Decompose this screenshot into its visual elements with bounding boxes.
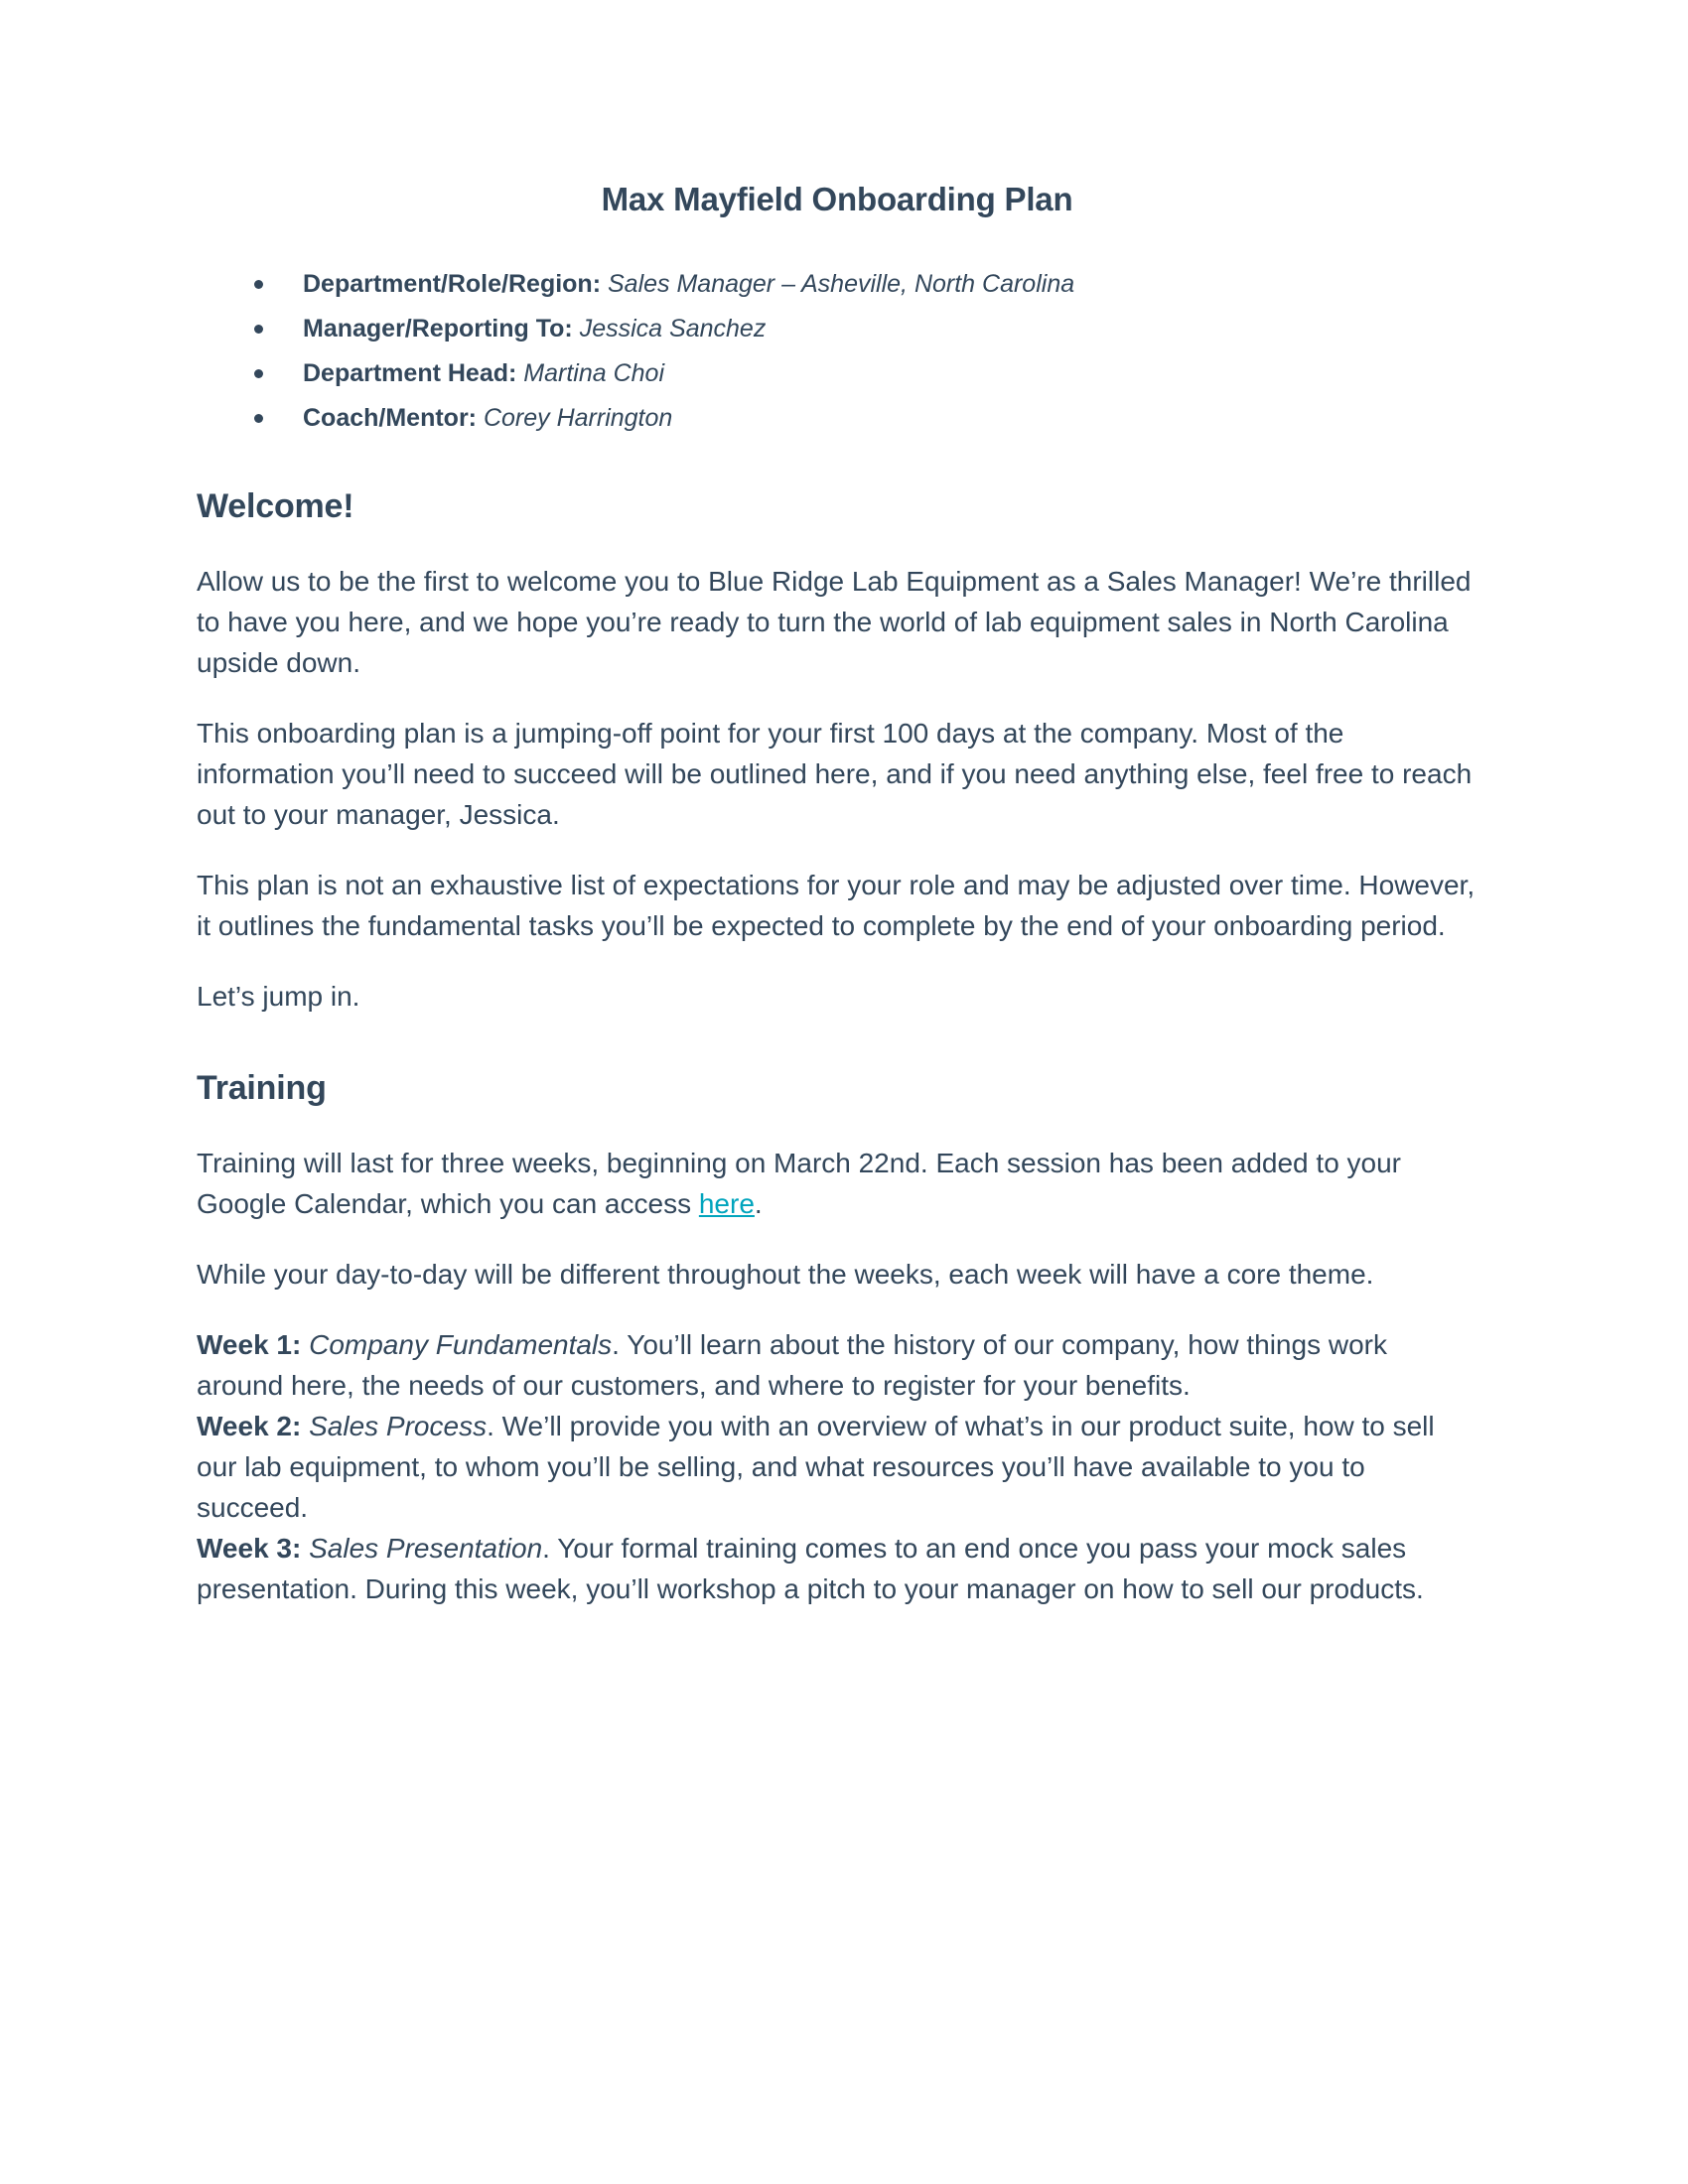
week-label: Week 3: — [197, 1532, 302, 1564]
week-description: . You’ll learn about the history of our company, how things work around here, the needs of our customers, and where to register for your benefits. — [197, 1328, 1387, 1401]
document-body — [197, 179, 1477, 1609]
training-week-2 — [197, 1406, 1477, 1528]
training-paragraph-2: While your day-to-day will be different throughout the weeks, each week will have a core theme. — [197, 1258, 1374, 1290]
meta-value: Sales Manager – Asheville, North Carolina — [607, 270, 1075, 299]
meta-label: Manager/Reporting To: — [303, 315, 573, 343]
meta-value: Jessica Sanchez — [579, 315, 767, 343]
training-week-list — [197, 1324, 1477, 1609]
meta-label: Coach/Mentor: — [303, 404, 477, 433]
training-paragraph-1 — [197, 1143, 1477, 1224]
week-theme: Sales Process — [301, 1410, 488, 1441]
section-heading-welcome: Welcome! — [197, 487, 354, 526]
meta-label: Department Head: — [303, 359, 517, 388]
welcome-paragraph-2: This onboarding plan is a jumping-off point for your first 100 days at the company. Most of the information you’ll need to succeed will be outlined here, and if you need anything else, feel free to reach out to your manager, Jessica. — [197, 718, 1473, 831]
list-item — [197, 401, 1477, 435]
week-description: . Your formal training comes to an end once you pass your mock sales presentation. During this week, you’ll workshop a pitch to your manager on how to sell our products. — [197, 1532, 1424, 1604]
meta-value: Martina Choi — [523, 359, 665, 388]
week-theme: Sales Presentation — [301, 1532, 543, 1564]
bullet-icon — [254, 369, 263, 378]
week-label: Week 2: — [197, 1410, 302, 1441]
employee-meta-list — [197, 267, 1477, 435]
page-title: Max Mayfield Onboarding Plan — [601, 181, 1073, 217]
training-paragraph-1-text-after-link: . — [754, 1187, 763, 1219]
bullet-icon — [254, 414, 263, 423]
training-paragraph-1-text-before-link: Training will last for three weeks, beginning on March 22nd. Each session has been added to your Google Calendar, which you can access — [197, 1147, 1402, 1219]
list-item — [197, 312, 1477, 345]
welcome-paragraph-3: This plan is not an exhaustive list of expectations for your role and may be adjusted over time. However, it outlines the fundamental tasks you’ll be expected to complete by the end of your onboarding period. — [197, 870, 1476, 942]
training-week-1 — [197, 1324, 1477, 1406]
bullet-icon — [254, 280, 263, 289]
meta-label: Department/Role/Region: — [303, 270, 602, 299]
meta-value: Corey Harrington — [483, 404, 673, 433]
list-item — [197, 267, 1477, 301]
week-description: . We’ll provide you with an overview of what’s in our product suite, how to sell our lab equipment, to whom you’ll be selling, and what resources you’ll have available to you to succeed. — [197, 1410, 1435, 1523]
welcome-paragraph-4: Let’s jump in. — [197, 981, 360, 1013]
welcome-paragraph-1: Allow us to be the first to welcome you to Blue Ridge Lab Equipment as a Sales Manager! We’re thrilled to have you here, and we hope you’re ready to turn the world of lab equipment sales in North Carolina upside down. — [197, 566, 1472, 679]
bullet-icon — [254, 325, 263, 334]
list-item — [197, 356, 1477, 390]
week-label: Week 1: — [197, 1328, 302, 1360]
week-theme: Company Fundamentals — [301, 1328, 613, 1360]
section-heading-training: Training — [197, 1069, 327, 1108]
training-week-3 — [197, 1528, 1477, 1609]
calendar-link[interactable]: here — [698, 1187, 755, 1219]
